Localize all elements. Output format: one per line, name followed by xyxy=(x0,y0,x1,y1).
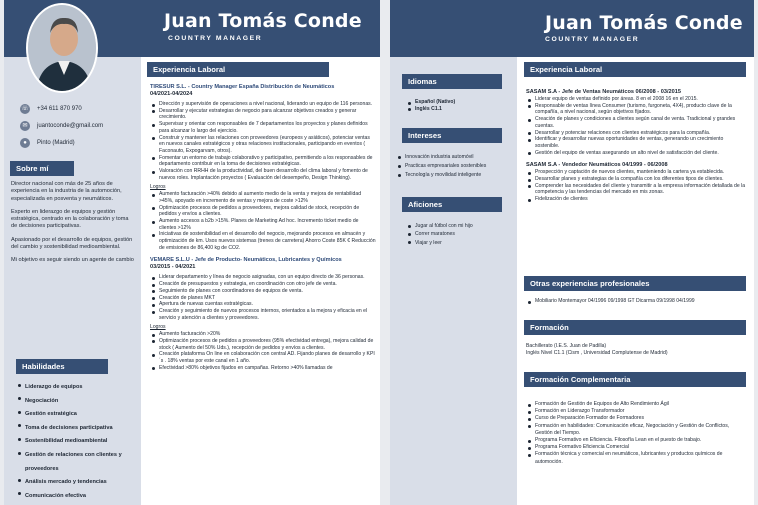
other-experience-list xyxy=(526,298,748,305)
list-item: Creación de planes MKT xyxy=(150,295,376,302)
list-item: Apertura de nuevas cuentas estratégicas. xyxy=(150,301,376,308)
list-item: Tecnología y movilidad inteligente xyxy=(396,171,514,180)
list-item: Negociación xyxy=(16,395,138,409)
list-item: Optimización procesos de pedidos a proveedores (95% efectividad entrega), mejora calidad de stock ( Aumento del 50% Uds.), recepción de pedidos y envíos a clientes. xyxy=(150,338,376,351)
education-heading: Formación xyxy=(524,320,746,335)
list-item: Desarrollar y potenciar relaciones con clientes estratégicos para la compañía. xyxy=(526,130,748,137)
list-item: Formación de Gestión de Equipos de Alto Rendimiento Ágil xyxy=(526,401,748,408)
list-item: Seguimiento de planes con coordinadores de equipos de venta. xyxy=(150,288,376,295)
email-icon: ✉ xyxy=(20,121,30,131)
job-title: SASAM S.A - Vendedor Neumáticos 04/1999 - 06/2008 xyxy=(526,162,668,169)
logros-label: Logros xyxy=(150,184,166,191)
list-item: Mobiliario Montemayor 04/1996 09/1998 GT Dicarma 09/1998 04/1999 xyxy=(526,298,748,305)
list-item: Curso de Preparación Formador de Formadores xyxy=(526,415,748,422)
list-item: Iniciativas de sostenibilidad en el desarrollo del negocio, mejorando procesos en almacén y optimización de km. Usos nuevos sistemas (trenes de carretera) Ahorro Coste 85K € Reducción de emisiones de 86,400 kg de CO2. xyxy=(150,231,376,251)
profile-photo xyxy=(26,3,98,93)
about-paragraph: Apasionado por el desarrollo de equipos, gestión del cambio y sostenibilidad medioambiental. xyxy=(11,236,133,251)
list-item: Liderar equipo de ventas definido por áreas. 8 en el 2008 16 en el 2015. xyxy=(526,96,748,103)
skills-list xyxy=(16,381,138,503)
person-role: COUNTRY MANAGER xyxy=(545,36,640,43)
list-item: Construir y mantener las relaciones con proveedores (europeos y asiáticos), potenciar ventas en nuevos canales estratégicos y otras relaciones institucionales, participando en eventos ( Faconauto, Expogarvam, otros). xyxy=(150,135,376,155)
list-item: Valoración con RRHH de la productividad, del buen desarrollo del clima laboral y fomento de nuevos roles. Implantación proyectos ( Evaluación del desempeño, Design Thinking). xyxy=(150,168,376,181)
list-item: Jugar al fútbol con mi hijo xyxy=(406,222,512,230)
list-item: Viajar y leer xyxy=(406,239,512,247)
job-items xyxy=(526,169,748,203)
job-tasks xyxy=(150,274,376,321)
job-title: SASAM S.A - Jefe de Ventas Neumáticos 06/2008 - 03/2015 xyxy=(526,89,681,95)
list-item: Correr maratones xyxy=(406,230,512,238)
about-paragraph: Mi objetivo es seguir siendo un agente de cambio xyxy=(11,257,134,264)
list-item: Practicas empresariales sostenibles xyxy=(396,162,514,171)
list-item: Formación técnica y comercial en neumáticos, lubricantes y productos químicos de automoción. xyxy=(526,451,748,465)
list-item: Español (Nativo) xyxy=(406,99,512,106)
list-item: Comprender las necesidades del cliente y transmitir a la empresa información detallada de la competencia y las tendencias del mercado en mis zonas. xyxy=(526,183,748,196)
list-item: Fomentar un entorno de trabajo colaborativo y participativo, permitiendo a los responsables de departamento contribuir en la toma de decisiones estratégicas. xyxy=(150,155,376,168)
location-text: Pinto (Madrid) xyxy=(37,140,75,146)
other-experience-heading: Otras experiencias profesionales xyxy=(524,276,746,291)
list-item: Liderazgo de equipos xyxy=(16,381,138,395)
languages-heading: Idiomas xyxy=(402,74,502,89)
complementary-list xyxy=(526,401,748,466)
list-item: Creación plataforma On line en colaboración con central AD. Fijando planes de desarrollo y KPI´s . 18% ventas por este canal en 1 año. xyxy=(150,351,376,364)
list-item: Gestión de relaciones con clientes y proveedores xyxy=(16,449,138,476)
list-item: Dirección y supervisión de operaciones a nivel nacional, liderando un equipo de 116 personas. xyxy=(150,101,376,108)
about-body xyxy=(11,181,135,265)
list-item: Liderar departamento y línea de negocio asignadas, con un equipo directo de 36 personas. xyxy=(150,274,376,281)
languages-list xyxy=(406,99,512,112)
person-name: Juan Tomás Conde xyxy=(164,10,362,32)
list-item: Responsable de ventas línea Consumer (turismo, furgoneta, 4X4), producto clave de la compañía, a nivel nacional, según objetivos fijados. xyxy=(526,103,748,116)
job-logros xyxy=(150,191,376,251)
list-item: Fidelización de clientes xyxy=(526,196,748,203)
job-items xyxy=(526,96,748,156)
list-item: Toma de decisiones participativa xyxy=(16,422,138,436)
list-item: Desarrollar planes y estrategias de la compañía con los diferentes tipos de clientes. xyxy=(526,176,748,183)
contact-email[interactable] xyxy=(20,121,103,131)
list-item: Identificar y desarrollar nuevas oportunidades de ventas, generando un crecimiento sostenible. xyxy=(526,136,748,149)
job-dates: 03/2015 - 04/2021 xyxy=(150,264,196,271)
job-title: VEMARE S.L.U - Jefe de Producto- Neumáticos, Lubricantes y Químicos xyxy=(150,257,342,264)
person-name: Juan Tomás Conde xyxy=(545,12,743,34)
experience-body xyxy=(526,89,748,203)
hobbies-heading: Aficiones xyxy=(402,197,502,212)
contact-location xyxy=(20,138,75,148)
email-text[interactable]: juantoconde@gmail.com xyxy=(37,123,104,129)
list-item: Creación y seguimiento de nuevos procesos internos, orientados a la mejora y eficacia en el servicio y atención a clientes y proveedores. xyxy=(150,308,376,321)
list-item: Aumento facturación >40% debido al aumento medio de la venta y mejora de rentabilidad >45%, apoyado en incremento de ventas y mejora de coste >12% xyxy=(150,191,376,204)
skills-heading: Habilidades xyxy=(16,359,108,374)
phone-text: +34 611 870 970 xyxy=(37,106,82,112)
logros-label: Logros xyxy=(150,324,166,331)
about-paragraph: Director nacional con más de 25 años de experiencia en la industria de la automoción, especializada en posventa y neumáticos. xyxy=(11,181,122,202)
contact-phone xyxy=(20,104,82,114)
location-icon: ● xyxy=(20,138,30,148)
experience-heading: Experiencia Laboral xyxy=(147,62,329,77)
list-item: Prospección y captación de nuevos clientes, manteniendo la cartera ya establecida. xyxy=(526,169,748,176)
list-item: Creación de presupuestos y estrategia, en coordinación con otro jefe de venta. xyxy=(150,281,376,288)
list-item: Formación en Liderazgo Transformador xyxy=(526,408,748,415)
list-item: Aumento accesos a b2b >15%. Planes de Marketing Ad hoc. Incremento ticket medio de clientes >12% xyxy=(150,218,376,231)
list-item: Supervisar y orientar con responsables de 7 departamentos los proyectos y planes definidos para alcanzar lo largo del ejercicio. xyxy=(150,121,376,134)
list-item: Programa Formativo en Eficiencia. Filosofía Lean en el puesto de trabajo. xyxy=(526,437,748,444)
job-dates: 04/2021-04/2024 xyxy=(150,91,193,97)
job-title: TIRESUR S.L. - Country Manager España Distribución de Neumáticos xyxy=(150,84,335,90)
list-item: Análisis mercado y tendencias xyxy=(16,476,138,490)
experience-body xyxy=(150,84,376,371)
cv-page-2 xyxy=(390,0,754,505)
list-item: Comunicación efectiva xyxy=(16,490,138,504)
list-item: Innovación industria automóvil xyxy=(396,153,514,162)
list-item: Programa Formativo Eficiencia Comercial xyxy=(526,444,748,451)
list-item: Efectividad >80% objetivos fijados en campañas. Retorno >40% llamadas de xyxy=(150,365,376,372)
sidebar xyxy=(390,57,517,505)
list-item: Formación en habilidades: Comunicación eficaz, Negociación y Gestión de Conflictos, Gestión del Tiempo. xyxy=(526,423,748,437)
job-tasks xyxy=(150,101,376,181)
list-item: Gestión del equipo de ventas asegurando un alto nivel de satisfacción del cliente. xyxy=(526,150,748,157)
cv-page-1 xyxy=(4,0,380,505)
job-logros xyxy=(150,331,376,371)
phone-icon: ☏ xyxy=(21,106,29,112)
person-role: COUNTRY MANAGER xyxy=(168,35,263,42)
list-item: Sostenibilidad medioambiental xyxy=(16,435,138,449)
list-item: Optimización procesos de pedidos a proveedores, mejora calidad de stock, recepción de pedidos y envíos a clientes. xyxy=(150,205,376,218)
complementary-heading: Formación Complementaria xyxy=(524,372,746,387)
experience-heading: Experiencia Laboral xyxy=(524,62,746,77)
about-paragraph: Experto en liderazgo de equipos y gestión estratégica, centrado en la colaboración y toma de decisiones participativas. xyxy=(11,208,129,230)
list-item: Aumento facturación >20% xyxy=(150,331,376,338)
list-item: Desarrollar y ejecutar estrategias de negocio para alcanzar objetivos creados y generar crecimiento. xyxy=(150,108,376,121)
education-line: Bachillerato (I.E.S. Juan de Padilla) xyxy=(526,343,607,349)
list-item: Inglés C1.1 xyxy=(406,106,512,113)
education-line: Inglés Nivel C1.1 (Cism , Universidad Complutense de Madrid) xyxy=(526,349,668,356)
about-heading: Sobre mí xyxy=(10,161,74,176)
hobbies-list xyxy=(406,222,512,247)
interests-heading: Intereses xyxy=(402,128,502,143)
list-item: Creación de planes y condiciones a clientes según canal de venta. Tradicional y grandes cuentas. xyxy=(526,116,748,129)
education-body xyxy=(526,343,748,356)
interests-list xyxy=(396,153,514,180)
list-item: Gestión estratégica xyxy=(16,408,138,422)
